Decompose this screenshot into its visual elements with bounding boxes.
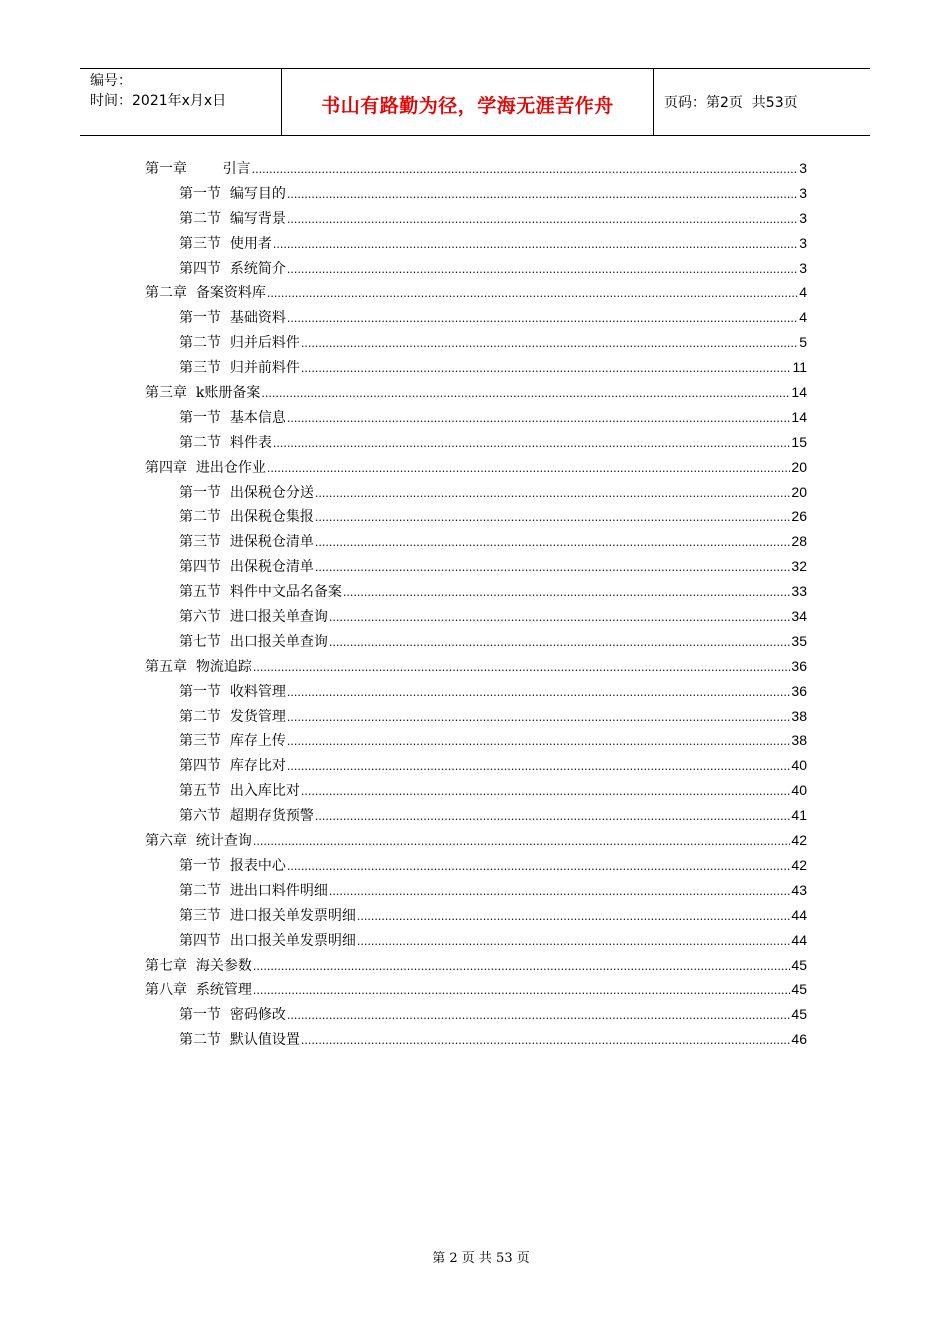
toc-dot-leader [273,238,798,251]
toc-section-entry[interactable] [145,531,807,556]
toc-entry-label: 第七章 海关参数 [145,957,252,974]
toc-dot-leader [287,711,791,724]
toc-dot-leader [357,935,791,948]
toc-dot-leader [315,536,791,549]
toc-dot-leader [287,686,791,699]
toc-section-entry[interactable] [145,805,807,830]
toc-section-entry[interactable] [145,730,807,755]
toc-entry-label: 第二章 备案资料库 [145,285,266,302]
toc-entry-page-number: 45 [791,1006,807,1023]
toc-dot-leader [287,188,798,201]
toc-section-entry[interactable] [145,631,807,656]
header-time-label: 时间：2021年x月x日 [90,93,227,109]
toc-entry-label: 第五节 料件中文品名备案 [179,584,342,601]
toc-entry-label: 第四章 进出仓作业 [145,459,266,476]
toc-chapter-entry[interactable] [145,158,807,183]
toc-dot-leader [253,984,791,997]
toc-dot-leader [273,437,791,450]
toc-dot-leader [343,586,791,599]
toc-entry-label: 第四节 库存比对 [179,758,286,775]
toc-entry-page-number: 42 [791,832,807,849]
toc-section-entry[interactable] [145,556,807,581]
toc-section-entry[interactable] [145,706,807,731]
toc-entry-label: 第五章 物流追踪 [145,658,252,675]
toc-entry-page-number: 36 [791,657,807,674]
toc-section-entry[interactable] [145,357,807,382]
toc-entry-page-number: 41 [791,807,807,824]
toc-chapter-entry[interactable] [145,955,807,980]
toc-entry-page-number: 14 [791,408,807,425]
toc-entry-page-number: 36 [791,682,807,699]
toc-entry-page-number: 46 [791,1031,807,1048]
toc-dot-leader [287,1009,791,1022]
toc-section-entry[interactable] [145,332,807,357]
toc-entry-page-number: 3 [799,160,807,176]
toc-entry-page-number: 11 [792,359,807,376]
toc-dot-leader [267,462,791,475]
toc-dot-leader [253,835,791,848]
toc-entry-label: 第一节 出保税仓分送 [179,484,314,501]
toc-section-entry[interactable] [145,855,807,880]
toc-section-entry[interactable] [145,432,807,457]
toc-entry-label: 第六节 进口报关单查询 [179,609,328,626]
toc-section-entry[interactable] [145,681,807,706]
toc-section-entry[interactable] [145,880,807,905]
toc-dot-leader [301,1034,791,1047]
toc-entry-page-number: 15 [791,433,807,450]
toc-entry-page-number: 44 [791,931,807,948]
toc-dot-leader [252,163,799,176]
toc-dot-leader [329,636,791,649]
toc-entry-label: 第四节 出保税仓清单 [179,559,314,576]
toc-entry-page-number: 20 [791,458,807,475]
toc-entry-page-number: 40 [791,757,807,774]
toc-section-entry[interactable] [145,606,807,631]
table-of-contents [145,158,807,1054]
toc-section-entry[interactable] [145,258,807,283]
header-meta [80,69,282,135]
toc-entry-page-number: 38 [791,732,807,749]
toc-dot-leader [315,511,791,524]
toc-dot-leader [287,735,791,748]
toc-entry-label: 第三节 归并前料件 [179,360,300,377]
header-motto: 书山有路勤为径，学海无涯苦作舟 [321,94,614,117]
toc-dot-leader [253,661,791,674]
toc-entry-page-number: 42 [791,856,807,873]
toc-dot-leader [287,760,791,773]
toc-section-entry[interactable] [145,905,807,930]
toc-section-entry[interactable] [145,233,807,258]
toc-entry-label: 第二节 默认值设置 [179,1032,300,1049]
toc-entry-page-number: 4 [799,309,807,326]
toc-section-entry[interactable] [145,581,807,606]
toc-chapter-entry[interactable] [145,830,807,855]
toc-dot-leader [287,263,798,276]
toc-entry-page-number: 38 [791,707,807,724]
toc-entry-label: 第二节 出保税仓集报 [179,509,314,526]
toc-entry-page-number: 3 [799,184,807,201]
toc-dot-leader [253,960,791,973]
toc-dot-leader [315,561,791,574]
toc-entry-label: 第三节 使用者 [179,235,272,252]
page-footer: 第 2 页 共 53 页 [432,1251,530,1266]
toc-section-entry[interactable] [145,307,807,332]
toc-dot-leader [261,387,790,400]
toc-entry-label: 第一节 报表中心 [179,857,286,874]
header-motto-cell [282,69,654,135]
toc-section-entry[interactable] [145,1029,807,1054]
toc-entry-label: 第一节 编写目的 [179,185,286,202]
toc-chapter-entry[interactable] [145,382,807,407]
toc-dot-leader [287,412,791,425]
toc-dot-leader [267,287,798,300]
toc-entry-label: 第三章 k账册备案 [145,385,261,402]
toc-section-entry[interactable] [145,183,807,208]
toc-entry-label: 第八章 系统管理 [145,982,252,999]
toc-dot-leader [301,362,792,375]
toc-entry-label: 第六章 统计查询 [145,833,252,850]
toc-entry-label: 第一章 引言 [145,161,251,177]
toc-dot-leader [287,860,791,873]
toc-entry-label: 第四节 系统简介 [179,260,286,277]
toc-section-entry[interactable] [145,506,807,531]
toc-entry-label: 第一节 收料管理 [179,683,286,700]
toc-dot-leader [329,885,791,898]
toc-dot-leader [301,785,791,798]
toc-entry-label: 第六节 超期存货预警 [179,808,314,825]
toc-entry-page-number: 28 [791,533,807,550]
toc-entry-page-number: 3 [799,234,807,251]
toc-entry-label: 第二节 发货管理 [179,708,286,725]
toc-section-entry[interactable] [145,208,807,233]
toc-dot-leader [357,910,791,923]
header-number-label: 编号： [90,73,132,89]
toc-entry-label: 第二节 进出口料件明细 [179,882,328,899]
toc-dot-leader [315,487,791,500]
toc-entry-page-number: 14 [791,384,807,401]
toc-entry-page-number: 33 [791,583,807,600]
toc-section-entry[interactable] [145,1004,807,1029]
toc-entry-page-number: 43 [791,881,807,898]
toc-entry-label: 第一节 基本信息 [179,409,286,426]
toc-entry-label: 第三节 库存上传 [179,733,286,750]
toc-entry-page-number: 32 [791,558,807,575]
toc-entry-label: 第一节 密码修改 [179,1007,286,1024]
toc-section-entry[interactable] [145,407,807,432]
toc-entry-page-number: 3 [799,259,807,276]
toc-entry-label: 第三节 进保税仓清单 [179,534,314,551]
toc-entry-label: 第二节 编写背景 [179,210,286,227]
toc-entry-page-number: 35 [791,632,807,649]
toc-chapter-entry[interactable] [145,656,807,681]
toc-entry-label: 第一节 基础资料 [179,310,286,327]
toc-entry-page-number: 3 [799,209,807,226]
toc-dot-leader [301,337,798,350]
toc-entry-label: 第二节 料件表 [179,434,272,451]
toc-dot-leader [329,611,791,624]
toc-entry-page-number: 5 [799,334,807,351]
toc-entry-page-number: 44 [791,906,807,923]
toc-section-entry[interactable] [145,780,807,805]
page-header [80,68,870,136]
toc-section-entry[interactable] [145,930,807,955]
toc-entry-page-number: 26 [791,508,807,525]
toc-section-entry[interactable] [145,482,807,507]
toc-chapter-entry[interactable] [145,979,807,1004]
toc-chapter-entry[interactable] [145,457,807,482]
toc-entry-label: 第二节 归并后料件 [179,335,300,352]
toc-entry-label: 第三节 进口报关单发票明细 [179,907,356,924]
toc-entry-page-number: 45 [791,981,807,998]
toc-entry-page-number: 40 [791,782,807,799]
toc-dot-leader [287,312,798,325]
toc-dot-leader [315,810,791,823]
toc-chapter-entry[interactable] [145,282,807,307]
toc-entry-page-number: 45 [791,956,807,973]
toc-entry-label: 第四节 出口报关单发票明细 [179,932,356,949]
header-page-cell [654,69,870,135]
toc-entry-label: 第七节 出口报关单查询 [179,633,328,650]
toc-entry-label: 第五节 出入库比对 [179,783,300,800]
toc-entry-page-number: 20 [791,483,807,500]
header-page-label: 页码：第2页 共53页 [664,95,798,111]
toc-entry-page-number: 34 [791,608,807,625]
toc-dot-leader [287,213,798,226]
toc-entry-page-number: 4 [799,284,807,301]
toc-section-entry[interactable] [145,755,807,780]
